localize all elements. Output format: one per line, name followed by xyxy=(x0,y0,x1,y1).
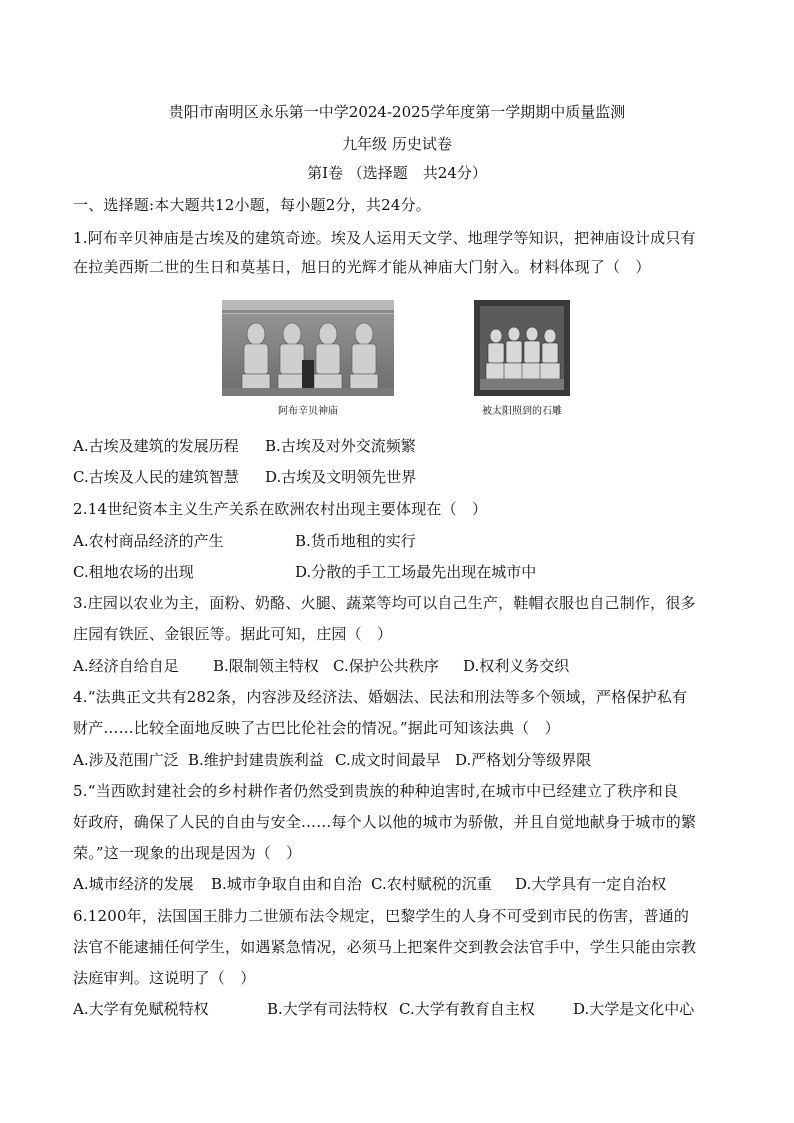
q6-stem-line-1: 6.1200年，法国国王腓力二世颁布法令规定，巴黎学生的人身不可受到市民的伤害，普通的 xyxy=(73,907,690,925)
q1-option-d: D.古埃及文明领先世界 xyxy=(265,468,417,486)
exam-title: 贵阳市南明区永乐第一中学2024-2025学年度第一学期期中质量监测 xyxy=(168,103,626,121)
temple-caption: 阿布辛贝神庙 xyxy=(278,406,338,417)
q5-option-a: A.城市经济的发展 xyxy=(73,875,194,893)
q1-option-c: C.古埃及人民的建筑智慧 xyxy=(73,468,239,486)
q1-stem-line-2: 在拉美西斯二世的生日和莫基日，旭日的光辉才能从神庙大门射入。材料体现了（ ） xyxy=(73,258,651,276)
q4-option-b: B.维护封建贵族利益 xyxy=(188,751,324,769)
q6-option-c: C.大学有教育自主权 xyxy=(399,1000,535,1018)
q2-stem: 2.14世纪资本主义生产关系在欧洲农村出现主要体现在（ ） xyxy=(73,500,488,518)
q1-option-a: A.古埃及建筑的发展历程 xyxy=(73,437,239,455)
q6-stem-line-2: 法官不能逮捕任何学生，如遇紧急情况，必须马上把案件交到教会法官手中，学生只能由宗教 xyxy=(73,938,697,956)
q3-option-a: A.经济自给自足 xyxy=(73,657,179,675)
q2-option-a: A.农村商品经济的产生 xyxy=(73,532,224,550)
instructions: 一、选择题:本大题共12小题，每小题2分，共24分。 xyxy=(73,196,431,214)
q4-stem-line-2: 财产……比较全面地反映了古巴比伦社会的情况。”据此可知该法典（ ） xyxy=(73,719,560,737)
q6-stem-line-3: 法庭审判。这说明了（ ） xyxy=(73,969,256,987)
q2-option-b: B.货币地租的实行 xyxy=(295,532,416,550)
q3-option-c: C.保护公共秩序 xyxy=(333,657,439,675)
q5-stem-line-1: 5.“当西欧封建社会的乡村耕作者仍然受到贵族的种种迫害时,在城市中已经建立了秩序和良 xyxy=(73,782,679,800)
q6-option-b: B.大学有司法特权 xyxy=(267,1000,388,1018)
q3-option-d: D.权利义务交织 xyxy=(463,657,570,675)
section-heading: 第Ⅰ卷 （选择题 共24分） xyxy=(307,164,487,182)
q2-option-c: C.租地农场的出现 xyxy=(73,563,194,581)
q4-stem-line-1: 4.“法典正文共有282条，内容涉及经济法、婚姻法、民法和刑法等多个领域，严格保护私有 xyxy=(73,688,688,706)
q1-option-b: B.古埃及对外交流频繁 xyxy=(265,437,416,455)
q4-option-d: D.严格划分等级界限 xyxy=(455,751,592,769)
q3-stem-line-1: 3.庄园以农业为主，面粉、奶酪、火腿、蔬菜等均可以自己生产，鞋帽衣服也自己制作，很多 xyxy=(73,594,696,612)
exam-subtitle: 九年级 历史试卷 xyxy=(342,135,452,153)
q2-option-d: D.分散的手工工场最先出现在城市中 xyxy=(295,563,537,581)
q3-stem-line-2: 庄园有铁匠、金银匠等。据此可知，庄园（ ） xyxy=(73,625,393,643)
q6-option-d: D.大学是文化中心 xyxy=(573,1000,695,1018)
statue-caption: 被太阳照到的石雕 xyxy=(482,406,562,417)
q4-option-a: A.涉及范围广泛 xyxy=(73,751,179,769)
q5-option-b: B.城市争取自由和自治 xyxy=(211,875,362,893)
q5-option-c: C.农村赋税的沉重 xyxy=(371,875,492,893)
statue-photo xyxy=(474,300,570,396)
q1-stem-line-1: 1.阿布辛贝神庙是古埃及的建筑奇迹。埃及人运用天文学、地理学等知识，把神庙设计成只有 xyxy=(73,229,696,247)
temple-photo xyxy=(222,300,394,396)
q4-option-c: C.成文时间最早 xyxy=(335,751,441,769)
q5-stem-line-2: 好政府，确保了人民的自由与安全……每个人以他的城市为骄傲，并且自觉地献身于城市的繁 xyxy=(73,813,697,831)
q6-option-a: A.大学有免赋税特权 xyxy=(73,1000,209,1018)
q5-option-d: D.大学具有一定自治权 xyxy=(515,875,667,893)
q3-option-b: B.限制领主特权 xyxy=(213,657,319,675)
q5-stem-line-3: 荣。”这一现象的出现是因为（ ） xyxy=(73,844,302,862)
